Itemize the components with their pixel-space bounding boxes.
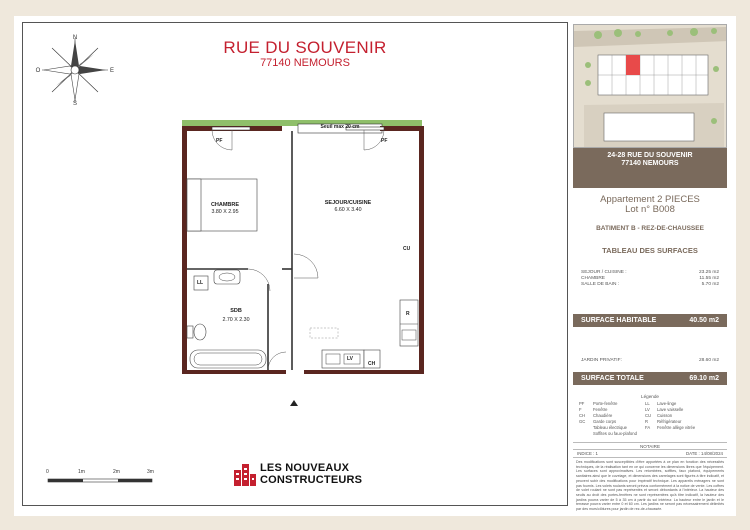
- surface-row: CHAMBRE 11.55 m2: [581, 276, 719, 281]
- legend-label-5: Soffites ou faux-plafond: [593, 431, 637, 436]
- legend-code-4: [579, 425, 593, 430]
- legend: [573, 394, 727, 436]
- total-label: SURFACE TOTALE: [581, 375, 644, 382]
- logo-line1: LES NOUVEAUX: [260, 462, 350, 474]
- room-chambre-dim: 3.80 X 2.95: [211, 209, 239, 215]
- legend-label2-5: [657, 431, 717, 436]
- legend-code-1: F: [579, 407, 582, 412]
- room-chambre-name: CHAMBRE: [210, 202, 240, 208]
- scale-tick-2: 2m: [113, 469, 120, 475]
- label-lv: LV: [347, 356, 354, 362]
- building-info: BATIMENT B - REZ-DE-CHAUSSEE: [596, 225, 704, 232]
- address-line1: 24-28 RUE DU SOUVENIR: [607, 152, 693, 159]
- scale-tick-3: 3m: [147, 469, 154, 475]
- legend-code2-1: LV: [645, 407, 650, 412]
- notice-title: NOTAIRE: [573, 442, 727, 449]
- label-pf-chambre: PF: [216, 138, 223, 144]
- legend-label-1: Fenêtre: [593, 407, 608, 412]
- room-sejour-name: SEJOUR/CUISINE: [324, 200, 372, 206]
- legend-label-4: Tableau électrique: [593, 425, 627, 430]
- apartment-type: Appartement 2 PIECES: [600, 194, 700, 205]
- label-cu: CU: [403, 246, 411, 252]
- project-title: [200, 38, 410, 69]
- scale-tick-1: 1m: [78, 469, 85, 475]
- compass-n: N: [72, 35, 78, 41]
- indice-row: [573, 449, 727, 458]
- date-label: DATE :: [685, 451, 700, 456]
- notice-block: [573, 442, 727, 514]
- legend-label-0: Porte-fenêtre: [593, 401, 618, 406]
- logo-line2: CONSTRUCTEURS: [260, 474, 363, 486]
- legend-code-5: [579, 431, 593, 436]
- label-pf-sejour: PF: [381, 138, 388, 144]
- legend-label2-1: Lave vaisselle: [657, 407, 684, 412]
- floor-plan: [170, 118, 440, 408]
- compass-e: E: [109, 68, 115, 74]
- surface-row: SALLE DE BAIN : 5.70 m2: [581, 282, 719, 287]
- scale-bar: [44, 467, 156, 489]
- legend-title: Légende: [641, 394, 659, 399]
- legend-code-0: PF: [579, 401, 585, 406]
- panel-address: [573, 148, 727, 188]
- habitable-label: SURFACE HABITABLE: [581, 317, 657, 324]
- notice-text: Des modifications sont susceptibles d'être apportées à ce plan en fonction des nécessités techniques, de la réalisation tant en ce qui concerne les dimensions libres que l'équipement. Les surfaces sont approximatives. Les retombées, soffites, faux plafond, équipements sanitaires ainsi que le cuvelage, et dimensions des carrelages sont figurés à titre indicatif, et peuvent subir des modifications pour impératif technique. Les appareils ménagers ne sont pas fournis. Les volets roulants seront prévus conformément à la notice de vente. Les coffres de volet roulant ne sont pas représentés et seront débordants à l'intérieur. La hauteur des seuils au droit des portes-fenêtres ne sont représentées qu'à titre indicatif, la hauteur des jardins pourra varier de 5 à 35 cm à partir du sol intérieur. La hauteur entre le jardin et le terrasse pourra varier entre 0 et 60 cm. Les jardins ne seront pas nécessairement délimités par des murs/clôtures pour jardin de rez-de-chaussée.: [576, 460, 724, 512]
- legend-label-2: Chaudière: [593, 413, 613, 418]
- company-logo: [232, 462, 382, 490]
- location-plan: [573, 24, 727, 148]
- city-name: 77140 NEMOURS: [260, 57, 350, 69]
- compass-rose-icon: [32, 34, 118, 106]
- room-sdb-dim: 2.70 X 2.30: [222, 317, 250, 323]
- lot-number: Lot n° B008: [625, 204, 675, 215]
- label-r: R: [406, 311, 410, 317]
- scale-tick-0: 0: [46, 469, 49, 475]
- legend-code-3: GC: [579, 419, 586, 424]
- total-value: 69.10 m2: [689, 375, 719, 382]
- legend-code2-4: FA: [645, 425, 651, 430]
- legend-code-2: CH: [579, 413, 586, 418]
- legend-code2-0: LL: [645, 401, 650, 406]
- indice-label: INDICE : 1: [577, 451, 598, 456]
- jardin-label: JARDIN PRIVATIF:: [581, 358, 622, 363]
- surface-row: SEJOUR / CUISINE : 23.25 m2: [581, 270, 719, 275]
- legend-label2-0: Lave-linge: [657, 401, 677, 406]
- compass-s: S: [72, 101, 78, 106]
- surfaces-list: [581, 270, 719, 288]
- legend-label2-3: Réfrigérateur: [657, 419, 682, 424]
- label-ll: LL: [197, 280, 204, 286]
- room-sejour-dim: 6.60 X 3.40: [334, 207, 362, 213]
- apartment-info: [573, 188, 727, 215]
- info-panel: [573, 24, 727, 514]
- jardin-value: 28.60 m2: [698, 358, 719, 363]
- legend-code2-2: CU: [645, 413, 652, 418]
- room-sdb-name: SDB: [230, 308, 242, 314]
- address-line2: 77140 NEMOURS: [621, 160, 679, 167]
- threshold-label: Seuil max 20 cm: [320, 124, 360, 130]
- surfaces-title: TABLEAU DES SURFACES: [602, 246, 698, 255]
- surface-habitable-bar: [573, 314, 727, 327]
- jardin-row: [581, 358, 719, 363]
- date-value: 14/08/2024: [701, 451, 723, 456]
- legend-label-3: Garde corps: [593, 419, 617, 424]
- legend-label2-2: Cuisson: [657, 413, 673, 418]
- surface-totale-bar: [573, 372, 727, 385]
- habitable-value: 40.50 m2: [689, 317, 719, 324]
- logo-icon: [232, 462, 258, 488]
- compass-o: O: [35, 68, 41, 74]
- legend-code2-3: R: [645, 419, 649, 424]
- legend-code2-5: [645, 431, 657, 436]
- legend-grid: [573, 401, 727, 436]
- label-ch: CH: [368, 361, 376, 367]
- legend-label2-4: Fenêtre allège vitrée: [657, 425, 696, 430]
- street-name: RUE DU SOUVENIR: [223, 38, 387, 57]
